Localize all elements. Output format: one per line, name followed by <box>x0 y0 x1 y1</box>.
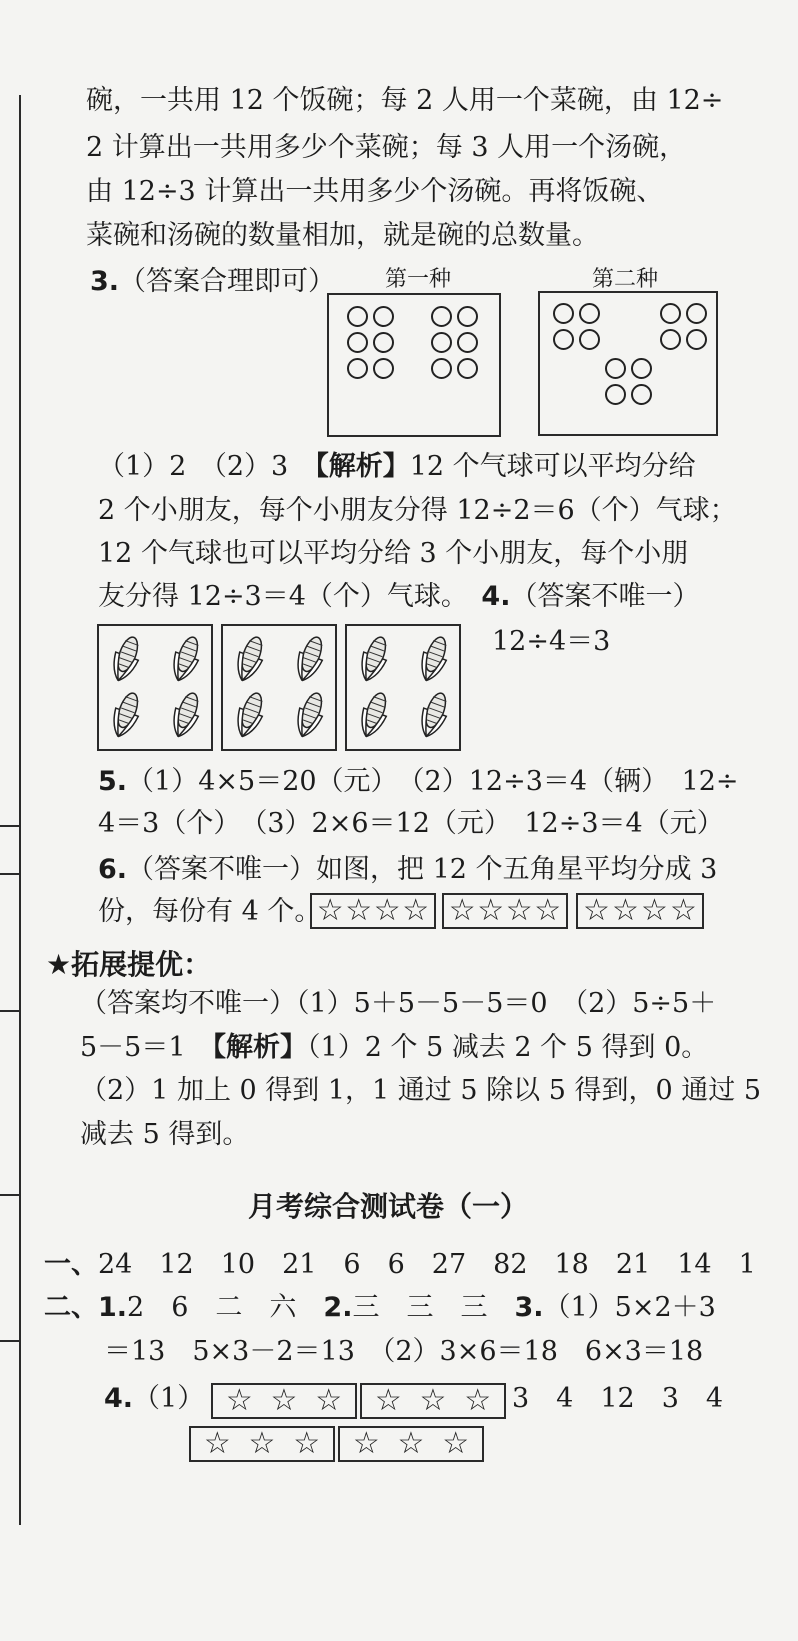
circle <box>373 306 394 327</box>
margin-tick <box>0 825 20 827</box>
star-icon: ☆ <box>670 893 697 928</box>
answer-text: （1）2 （2）3 <box>98 451 316 482</box>
text-line: ＝13 5×3－2＝13 （2）3×6＝18 6×3＝18 <box>104 1336 704 1367</box>
circle <box>660 303 681 324</box>
text-line: 2 计算出一共用多少个菜碗；每 3 人用一个汤碗， <box>86 132 687 163</box>
star-icon: ☆ <box>352 1426 380 1461</box>
circle <box>660 329 681 350</box>
circle <box>631 384 652 405</box>
star-icon: ☆ <box>397 1426 425 1461</box>
circle <box>579 303 600 324</box>
text-line: 2 个小朋友，每个小朋友分得 12÷2＝6（个）气球； <box>98 495 737 526</box>
equation: 12÷4＝3 <box>492 626 611 657</box>
circle <box>457 332 478 353</box>
circle <box>631 358 652 379</box>
star-icon: ☆ <box>225 1383 253 1418</box>
answer-text: 5－5＝1 <box>80 1032 213 1063</box>
section-label: 二、 <box>44 1292 98 1323</box>
margin-tick <box>0 1194 20 1196</box>
question-number: 3. <box>514 1292 544 1323</box>
circle <box>373 332 394 353</box>
question-number: 5. <box>98 766 128 797</box>
star-icon: ☆ <box>248 1426 276 1461</box>
section-title: ★拓展提优： <box>46 948 212 981</box>
answer-text: （1） <box>133 1383 205 1414</box>
margin-tick <box>0 1340 20 1342</box>
circle <box>686 329 707 350</box>
star-icon: ☆ <box>583 893 610 928</box>
star-icon: ☆ <box>534 893 562 928</box>
corn-box-2 <box>221 624 337 751</box>
text-line: 碗，一共用 12 个饭碗；每 2 人用一个菜碗，由 12÷ <box>86 85 724 116</box>
question-5 <box>98 765 739 799</box>
circle <box>553 329 574 350</box>
question-number: 1. <box>98 1292 128 1323</box>
answer-text: 2 6 二 六 <box>127 1292 324 1323</box>
star-group <box>576 893 704 929</box>
question-number: 3. <box>90 266 120 297</box>
question-number: 6. <box>98 854 128 885</box>
star-icon: ☆ <box>315 1383 343 1418</box>
answer-text: （1）5×2＋3 <box>543 1292 716 1323</box>
figure-caption-1: 第一种 <box>385 267 452 292</box>
analysis-tag: 【解析】 <box>315 451 410 482</box>
answer-text: （1）2 个 5 减去 2 个 5 得到 0。 <box>307 1032 709 1063</box>
star-icon: ☆ <box>419 1383 447 1418</box>
analysis-tag: 【解析】 <box>212 1032 308 1063</box>
star-icon: ☆ <box>203 1426 231 1461</box>
star-icon: ☆ <box>442 1426 470 1461</box>
margin-tick <box>0 873 20 875</box>
circle <box>347 332 368 353</box>
test-title: 月考综合测试卷（一） <box>248 1190 529 1223</box>
circle <box>373 358 394 379</box>
star-icon: ☆ <box>477 893 505 928</box>
circle <box>686 303 707 324</box>
text-line: 减去 5 得到。 <box>80 1119 250 1150</box>
question-3 <box>90 265 335 299</box>
question-6 <box>98 853 717 887</box>
circle <box>347 358 368 379</box>
star-icon: ☆ <box>505 893 533 928</box>
text-line: 12 个气球也可以平均分给 3 个小朋友，每个小朋 <box>98 538 689 569</box>
question-text: （答案合理即可） <box>119 266 336 297</box>
answer-values: 3 4 12 3 4 <box>512 1383 724 1414</box>
star-icon: ☆ <box>373 893 401 928</box>
section-label: 一、 <box>44 1249 98 1280</box>
text-line <box>98 580 699 614</box>
question-text: （1）4×5＝20（元） （2）12÷3＝4（辆） 12÷ <box>127 766 739 797</box>
text-line: 份，每份有 4 个。 <box>98 896 322 927</box>
star-icon: ☆ <box>641 893 668 928</box>
circle <box>457 358 478 379</box>
star-group <box>360 1383 506 1419</box>
text-line: 4＝3（个） （3）2×6＝12（元） 12÷3＝4（元） <box>98 808 724 839</box>
answer-values: 24 12 10 21 6 6 27 82 18 21 14 1 <box>98 1249 756 1280</box>
circle <box>605 358 626 379</box>
circle <box>553 303 574 324</box>
circle <box>605 384 626 405</box>
question-number: 2. <box>323 1292 353 1323</box>
text-line: （答案均不唯一）（1）5＋5－5－5＝0 （2）5÷5＋ <box>80 988 717 1019</box>
section-1 <box>44 1248 756 1282</box>
star-icon: ☆ <box>345 893 373 928</box>
star-icon: ☆ <box>464 1383 492 1418</box>
star-icon: ☆ <box>612 893 639 928</box>
star-icon: ☆ <box>270 1383 298 1418</box>
margin-tick <box>0 1010 20 1012</box>
star-group <box>338 1426 484 1462</box>
corn-box-1 <box>97 624 213 751</box>
question-text: （答案不唯一）如图，把 12 个五角星平均分成 3 <box>127 854 718 885</box>
circle <box>347 306 368 327</box>
text-line <box>80 1031 708 1065</box>
question-4b <box>104 1382 204 1416</box>
star-icon: ☆ <box>316 893 344 928</box>
star-group <box>442 893 568 929</box>
corn-box-3 <box>345 624 461 751</box>
question-number: 4. <box>104 1383 134 1414</box>
text-line <box>98 450 696 484</box>
text-line: 由 12÷3 计算出一共用多少个汤碗。再将饭碗、 <box>86 176 664 207</box>
question-text: （答案不唯一） <box>510 581 700 612</box>
figure-caption-2: 第二种 <box>592 267 659 292</box>
answer-text: 12 个气球可以平均分给 <box>409 451 696 482</box>
circle <box>457 306 478 327</box>
star-icon: ☆ <box>374 1383 402 1418</box>
circle <box>431 358 452 379</box>
star-icon: ☆ <box>402 893 430 928</box>
circle <box>431 306 452 327</box>
circle <box>579 329 600 350</box>
star-icon: ☆ <box>448 893 476 928</box>
answer-text: 三 三 三 <box>352 1292 515 1323</box>
star-group <box>310 893 436 929</box>
star-group <box>211 1383 357 1419</box>
question-number: 4. <box>481 581 511 612</box>
text-line: 菜碗和汤碗的数量相加，就是碗的总数量。 <box>86 220 599 251</box>
margin-rule <box>19 95 21 1525</box>
text-line: （2）1 加上 0 得到 1，1 通过 5 除以 5 得到，0 通过 5 <box>80 1075 762 1106</box>
star-icon: ☆ <box>293 1426 321 1461</box>
section-2 <box>44 1291 716 1325</box>
answer-text: 友分得 12÷3＝4（个）气球。 <box>98 581 455 612</box>
circle <box>431 332 452 353</box>
star-group <box>189 1426 335 1462</box>
